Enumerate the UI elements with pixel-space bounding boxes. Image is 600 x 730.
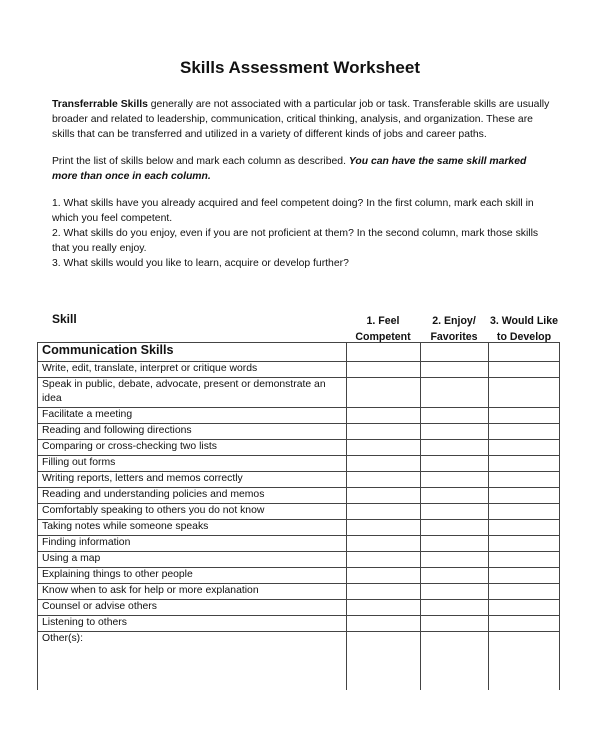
table-row (38, 600, 560, 616)
intro-paragraph-2 (52, 154, 552, 184)
col2-checkbox-cell[interactable] (421, 424, 489, 440)
col1-checkbox-cell[interactable] (347, 456, 421, 472)
skills-table (37, 342, 560, 690)
col3-checkbox-cell[interactable] (489, 440, 560, 456)
col2-checkbox-cell[interactable] (421, 343, 489, 362)
col3-header-line2: to Develop (496, 331, 552, 343)
skill-name: Listening to others (38, 616, 347, 632)
col1-header (346, 313, 420, 345)
skill-name: Counsel or advise others (38, 600, 347, 616)
question-3: 3. What skills would you like to learn, acquire or develop further? (52, 258, 349, 269)
col3-checkbox-cell[interactable] (489, 408, 560, 424)
table-row (38, 408, 560, 424)
col1-checkbox-cell[interactable] (347, 472, 421, 488)
skill-name: Comparing or cross-checking two lists (38, 440, 347, 456)
skill-name: Know when to ask for help or more explanation (38, 584, 347, 600)
table-row (38, 362, 560, 378)
col3-checkbox-cell[interactable] (489, 568, 560, 584)
transferrable-skills-term: Transferrable Skills (52, 99, 148, 110)
table-row (38, 378, 560, 408)
intro-paragraph-1-text: generally are not associated with a particular job or task. Transferable skills are usually broader and related to leadership, communication, critical thinking, analysis, and organization. These are skills that can be transferred and utilized in a variety of different kinds of jobs and career paths. (52, 99, 550, 140)
col2-checkbox-cell[interactable] (421, 520, 489, 536)
col1-checkbox-cell[interactable] (347, 424, 421, 440)
instructions-text: Print the list of skills below and mark each column as described. (52, 156, 349, 167)
table-row (38, 520, 560, 536)
col1-checkbox-cell[interactable] (347, 632, 421, 691)
skill-name: Reading and understanding policies and memos (38, 488, 347, 504)
skill-name: Speak in public, debate, advocate, present or demonstrate an idea (38, 378, 347, 408)
col3-checkbox-cell[interactable] (489, 600, 560, 616)
question-1: 1. What skills have you already acquired and feel competent doing? In the first column, mark each skill in which you feel competent. (52, 198, 534, 224)
col1-checkbox-cell[interactable] (347, 584, 421, 600)
col1-checkbox-cell[interactable] (347, 343, 421, 362)
col2-checkbox-cell[interactable] (421, 488, 489, 504)
col3-checkbox-cell[interactable] (489, 552, 560, 568)
table-row (38, 504, 560, 520)
col1-checkbox-cell[interactable] (347, 520, 421, 536)
col3-checkbox-cell[interactable] (489, 472, 560, 488)
col2-checkbox-cell[interactable] (421, 616, 489, 632)
skill-name: Filling out forms (38, 456, 347, 472)
col3-checkbox-cell[interactable] (489, 504, 560, 520)
col1-header-line1: 1. Feel (366, 315, 400, 327)
col1-checkbox-cell[interactable] (347, 504, 421, 520)
col2-checkbox-cell[interactable] (421, 456, 489, 472)
category-row (38, 343, 560, 362)
skill-name: Taking notes while someone speaks (38, 520, 347, 536)
col2-header-line1: 2. Enjoy/ (432, 315, 476, 327)
col3-checkbox-cell[interactable] (489, 343, 560, 362)
col3-checkbox-cell[interactable] (489, 632, 560, 691)
table-row (38, 488, 560, 504)
skill-name: Write, edit, translate, interpret or critique words (38, 362, 347, 378)
col3-checkbox-cell[interactable] (489, 488, 560, 504)
skill-name: Writing reports, letters and memos correctly (38, 472, 347, 488)
col2-checkbox-cell[interactable] (421, 472, 489, 488)
col1-checkbox-cell[interactable] (347, 600, 421, 616)
col1-checkbox-cell[interactable] (347, 552, 421, 568)
other-row (38, 632, 560, 691)
col1-checkbox-cell[interactable] (347, 616, 421, 632)
col2-checkbox-cell[interactable] (421, 362, 489, 378)
col3-checkbox-cell[interactable] (489, 424, 560, 440)
col2-checkbox-cell[interactable] (421, 552, 489, 568)
col1-header-line2: Competent (355, 331, 411, 343)
table-row (38, 424, 560, 440)
col3-checkbox-cell[interactable] (489, 520, 560, 536)
col2-checkbox-cell[interactable] (421, 504, 489, 520)
col3-checkbox-cell[interactable] (489, 616, 560, 632)
skill-name: Reading and following directions (38, 424, 347, 440)
col2-checkbox-cell[interactable] (421, 568, 489, 584)
col2-checkbox-cell[interactable] (421, 378, 489, 408)
col2-checkbox-cell[interactable] (421, 600, 489, 616)
table-row (38, 536, 560, 552)
col3-checkbox-cell[interactable] (489, 584, 560, 600)
col3-checkbox-cell[interactable] (489, 378, 560, 408)
col2-checkbox-cell[interactable] (421, 536, 489, 552)
col3-checkbox-cell[interactable] (489, 536, 560, 552)
col2-checkbox-cell[interactable] (421, 632, 489, 691)
col2-checkbox-cell[interactable] (421, 440, 489, 456)
col2-checkbox-cell[interactable] (421, 408, 489, 424)
instructions-emphasis: You can have the same skill marked more than once in each column. (52, 156, 527, 182)
category-name: Communication Skills (38, 343, 347, 362)
col1-checkbox-cell[interactable] (347, 568, 421, 584)
col3-header (478, 313, 570, 345)
skill-name: Comfortably speaking to others you do not know (38, 504, 347, 520)
col3-checkbox-cell[interactable] (489, 456, 560, 472)
table-row (38, 568, 560, 584)
col1-checkbox-cell[interactable] (347, 488, 421, 504)
intro-text (52, 97, 552, 271)
skill-name: Using a map (38, 552, 347, 568)
col2-header-line2: Favorites (430, 331, 478, 343)
col1-checkbox-cell[interactable] (347, 440, 421, 456)
table-row (38, 552, 560, 568)
col3-header-line1: 3. Would Like (489, 315, 559, 327)
table-row (38, 616, 560, 632)
skill-column-header: Skill (52, 312, 77, 326)
skill-name: Facilitate a meeting (38, 408, 347, 424)
table-row (38, 472, 560, 488)
other-skills-label[interactable]: Other(s): (38, 632, 347, 691)
table-row (38, 456, 560, 472)
col3-checkbox-cell[interactable] (489, 362, 560, 378)
col1-checkbox-cell[interactable] (347, 362, 421, 378)
col1-checkbox-cell[interactable] (347, 378, 421, 408)
intro-paragraph-1 (52, 97, 552, 142)
question-2: 2. What skills do you enjoy, even if you are not proficient at them? In the second column, mark those skills that you really enjoy. (52, 228, 539, 254)
page-title: Skills Assessment Worksheet (179, 58, 420, 77)
table-row (38, 584, 560, 600)
skill-name: Explaining things to other people (38, 568, 347, 584)
skill-name: Finding information (38, 536, 347, 552)
col1-checkbox-cell[interactable] (347, 408, 421, 424)
col1-checkbox-cell[interactable] (347, 536, 421, 552)
col2-checkbox-cell[interactable] (421, 584, 489, 600)
table-row (38, 440, 560, 456)
